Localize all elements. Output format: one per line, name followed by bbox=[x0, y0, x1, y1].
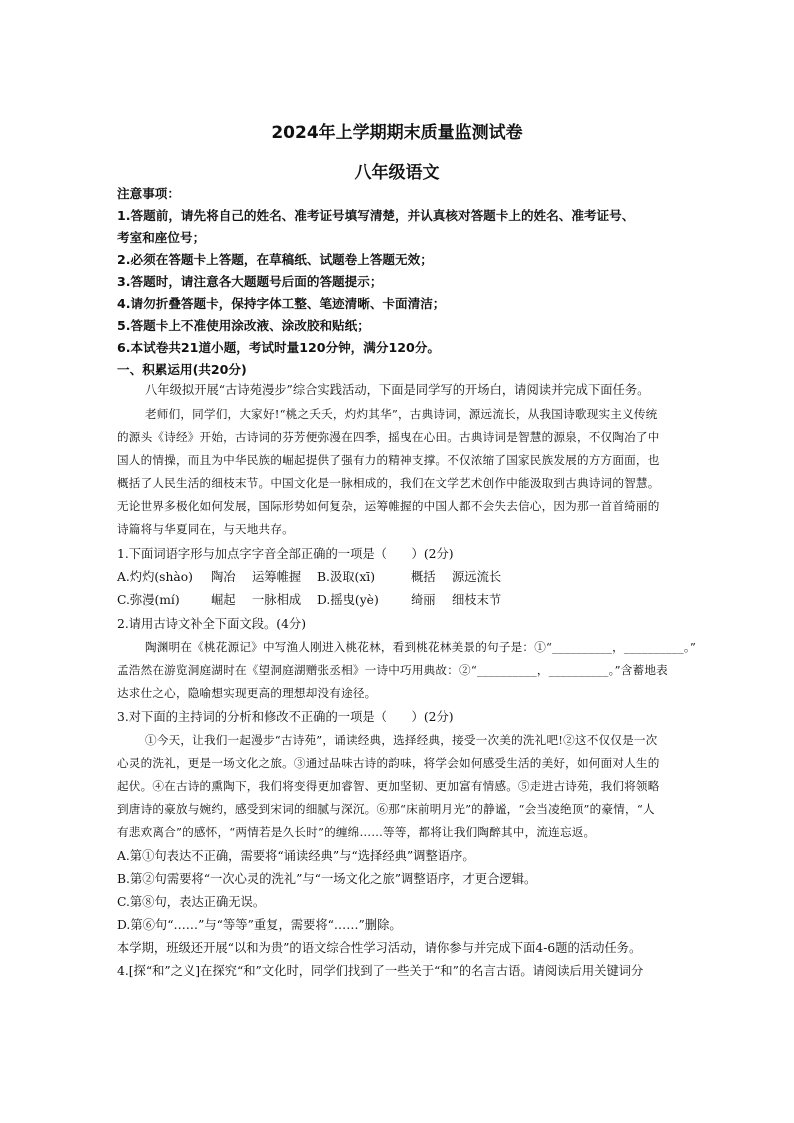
section-heading: 一、积累运用(共20分) bbox=[117, 362, 247, 377]
question-3-option: C.第⑧句，表达正确无误。 bbox=[117, 895, 266, 909]
notice-line: 3.答题时，请注意各大题题号后面的答题提示； bbox=[117, 274, 383, 289]
exam-title: 2024年上学期期末质量监测试卷 bbox=[271, 123, 523, 143]
question-2-line: 达求仕之心，隐喻想实现更高的理想却没有途径。 bbox=[117, 686, 377, 700]
activity-intro: 本学期，班级还开展“以和为贵”的语文综合性学习活动，请你参与并完成下面4-6题的活动任务。 bbox=[117, 941, 642, 955]
option-b: B.汲取(xī) bbox=[317, 570, 376, 584]
option-d: D.摇曳(yè) bbox=[317, 593, 379, 607]
notice-line: 2.必须在答题卡上答题，在草稿纸、试题卷上答题无效； bbox=[117, 252, 433, 267]
notice-line: 1.答题前，请先将自己的姓名、准考证号填写清楚，并认真核对答题卡上的姓名、准考证号、 bbox=[117, 208, 635, 223]
question-3-option: B.第②句需要将“一次心灵的洗礼”与“一场文化之旅”调整语序，才更合逻辑。 bbox=[117, 872, 537, 886]
option-d-word: 绮丽 bbox=[411, 593, 436, 607]
option-c-word: 崛起 bbox=[211, 593, 236, 607]
question-3-line: 有悲欢离合”的感怀，“两情若是久长时”的缠绵……等等，都将让我们陶醉其中，流连忘返。 bbox=[117, 825, 596, 839]
question-3-option: A.第①句表达不正确，需要将“诵读经典”与“选择经典”调整语序。 bbox=[117, 849, 475, 863]
exam-subtitle: 八年级语文 bbox=[354, 163, 440, 183]
option-c-word: 一脉相成 bbox=[252, 593, 302, 607]
question-3-stem: 3.对下面的主持词的分析和修改不正确的一项是（ ）(2分) bbox=[117, 710, 454, 724]
question-1-stem: 1.下面词语字形与加点字字音全部正确的一项是（ ）(2分) bbox=[117, 547, 454, 561]
option-a-word: 运筹帷握 bbox=[252, 570, 302, 584]
passage-line: 老师们，同学们，大家好!“桃之夭夭，灼灼其华”，古典诗词，源远流长，从我国诗歌现实主义传统 bbox=[145, 407, 658, 421]
question-3-option: D.第⑥句“……”与“等等”重复，需要将“……”删除。 bbox=[117, 918, 402, 932]
question-4-stem: 4.[探“和”之义]在探究“和”文化时，同学们找到了一些关于“和”的名言古语。请阅读后用关键词分 bbox=[117, 964, 644, 978]
passage-line: 无论世界多极化如何发展，国际形势如何复杂，运筹帷握的中国人都不会失去信心，因为那一首首绮丽的 bbox=[117, 499, 660, 513]
option-b-word: 源远流长 bbox=[452, 570, 502, 584]
notice-line: 4.请勿折叠答题卡，保持字体工整、笔迹清晰、卡面清洁； bbox=[117, 296, 446, 311]
question-2-line: 陶渊明在《桃花源记》中写渔人刚进入桃花林，看到桃花林美景的句子是：①“__________，__________。” bbox=[145, 640, 696, 654]
option-c: C.弥漫(mí) bbox=[117, 593, 180, 607]
passage-line: 诗篇将与华夏同在，与天地共存。 bbox=[117, 522, 294, 536]
passage-line: 的源头《诗经》开始，古诗词的芬芳便弥漫在四季，摇曳在心田。古典诗词是智慧的源泉，不仅陶冶了中 bbox=[117, 430, 660, 444]
question-3-line: ①今天，让我们一起漫步“古诗苑”，诵读经典，选择经典，接受一次美的洗礼吧!②这不仅仅是一次 bbox=[145, 733, 658, 747]
notice-line: 6.本试卷共21道小题，考试时量120分钟，满分120分。 bbox=[117, 340, 440, 355]
passage-line: 国人的情操，而且为中华民族的崛起提供了强有力的精神支撑。不仅浓缩了国家民族发展的方方面面，也 bbox=[117, 453, 660, 467]
notice-line: 考室和座位号； bbox=[117, 230, 206, 245]
question-2-line: 孟浩然在游览洞庭湖时在《望洞庭湖赠张丞相》一诗中巧用典故：②“__________，__________。”含蓄地表 bbox=[117, 663, 668, 677]
option-d-word: 细枝末节 bbox=[452, 593, 502, 607]
question-2-stem: 2.请用古诗文补全下面文段。(4分) bbox=[117, 617, 307, 631]
notice-line: 5.答题卡上不准使用涂改液、涂改胶和贴纸； bbox=[117, 318, 370, 333]
question-3-line: 到唐诗的豪放与婉约，感受到宋词的细腻与深沉。⑥那“床前明月光”的静谧，“会当凌绝顶”的豪情，“人 bbox=[117, 802, 655, 816]
option-b-word: 概括 bbox=[411, 570, 436, 584]
question-3-line: 心灵的洗礼，更是一场文化之旅。③通过品味古诗的韵味，将学会如何感受生活的美好，如何面对人生的 bbox=[117, 756, 660, 770]
option-a-word: 陶冶 bbox=[211, 570, 236, 584]
option-a: A.灼灼(shào) bbox=[117, 570, 193, 584]
section-intro: 八年级拟开展“古诗苑漫步”综合实践活动，下面是同学写的开场白，请阅读并完成下面任务。 bbox=[145, 383, 650, 397]
passage-line: 概括了人民生活的细枝末节。中国文化是一脉相成的，我们在文学艺术创作中能汲取到古典诗词的智慧。 bbox=[117, 476, 660, 490]
notice-heading: 注意事项： bbox=[117, 186, 180, 201]
question-3-line: 起伏。④在古诗的熏陶下，我们将变得更加睿智、更加坚韧、更加富有情感。⑤走进古诗苑，我们将领略 bbox=[117, 779, 660, 793]
